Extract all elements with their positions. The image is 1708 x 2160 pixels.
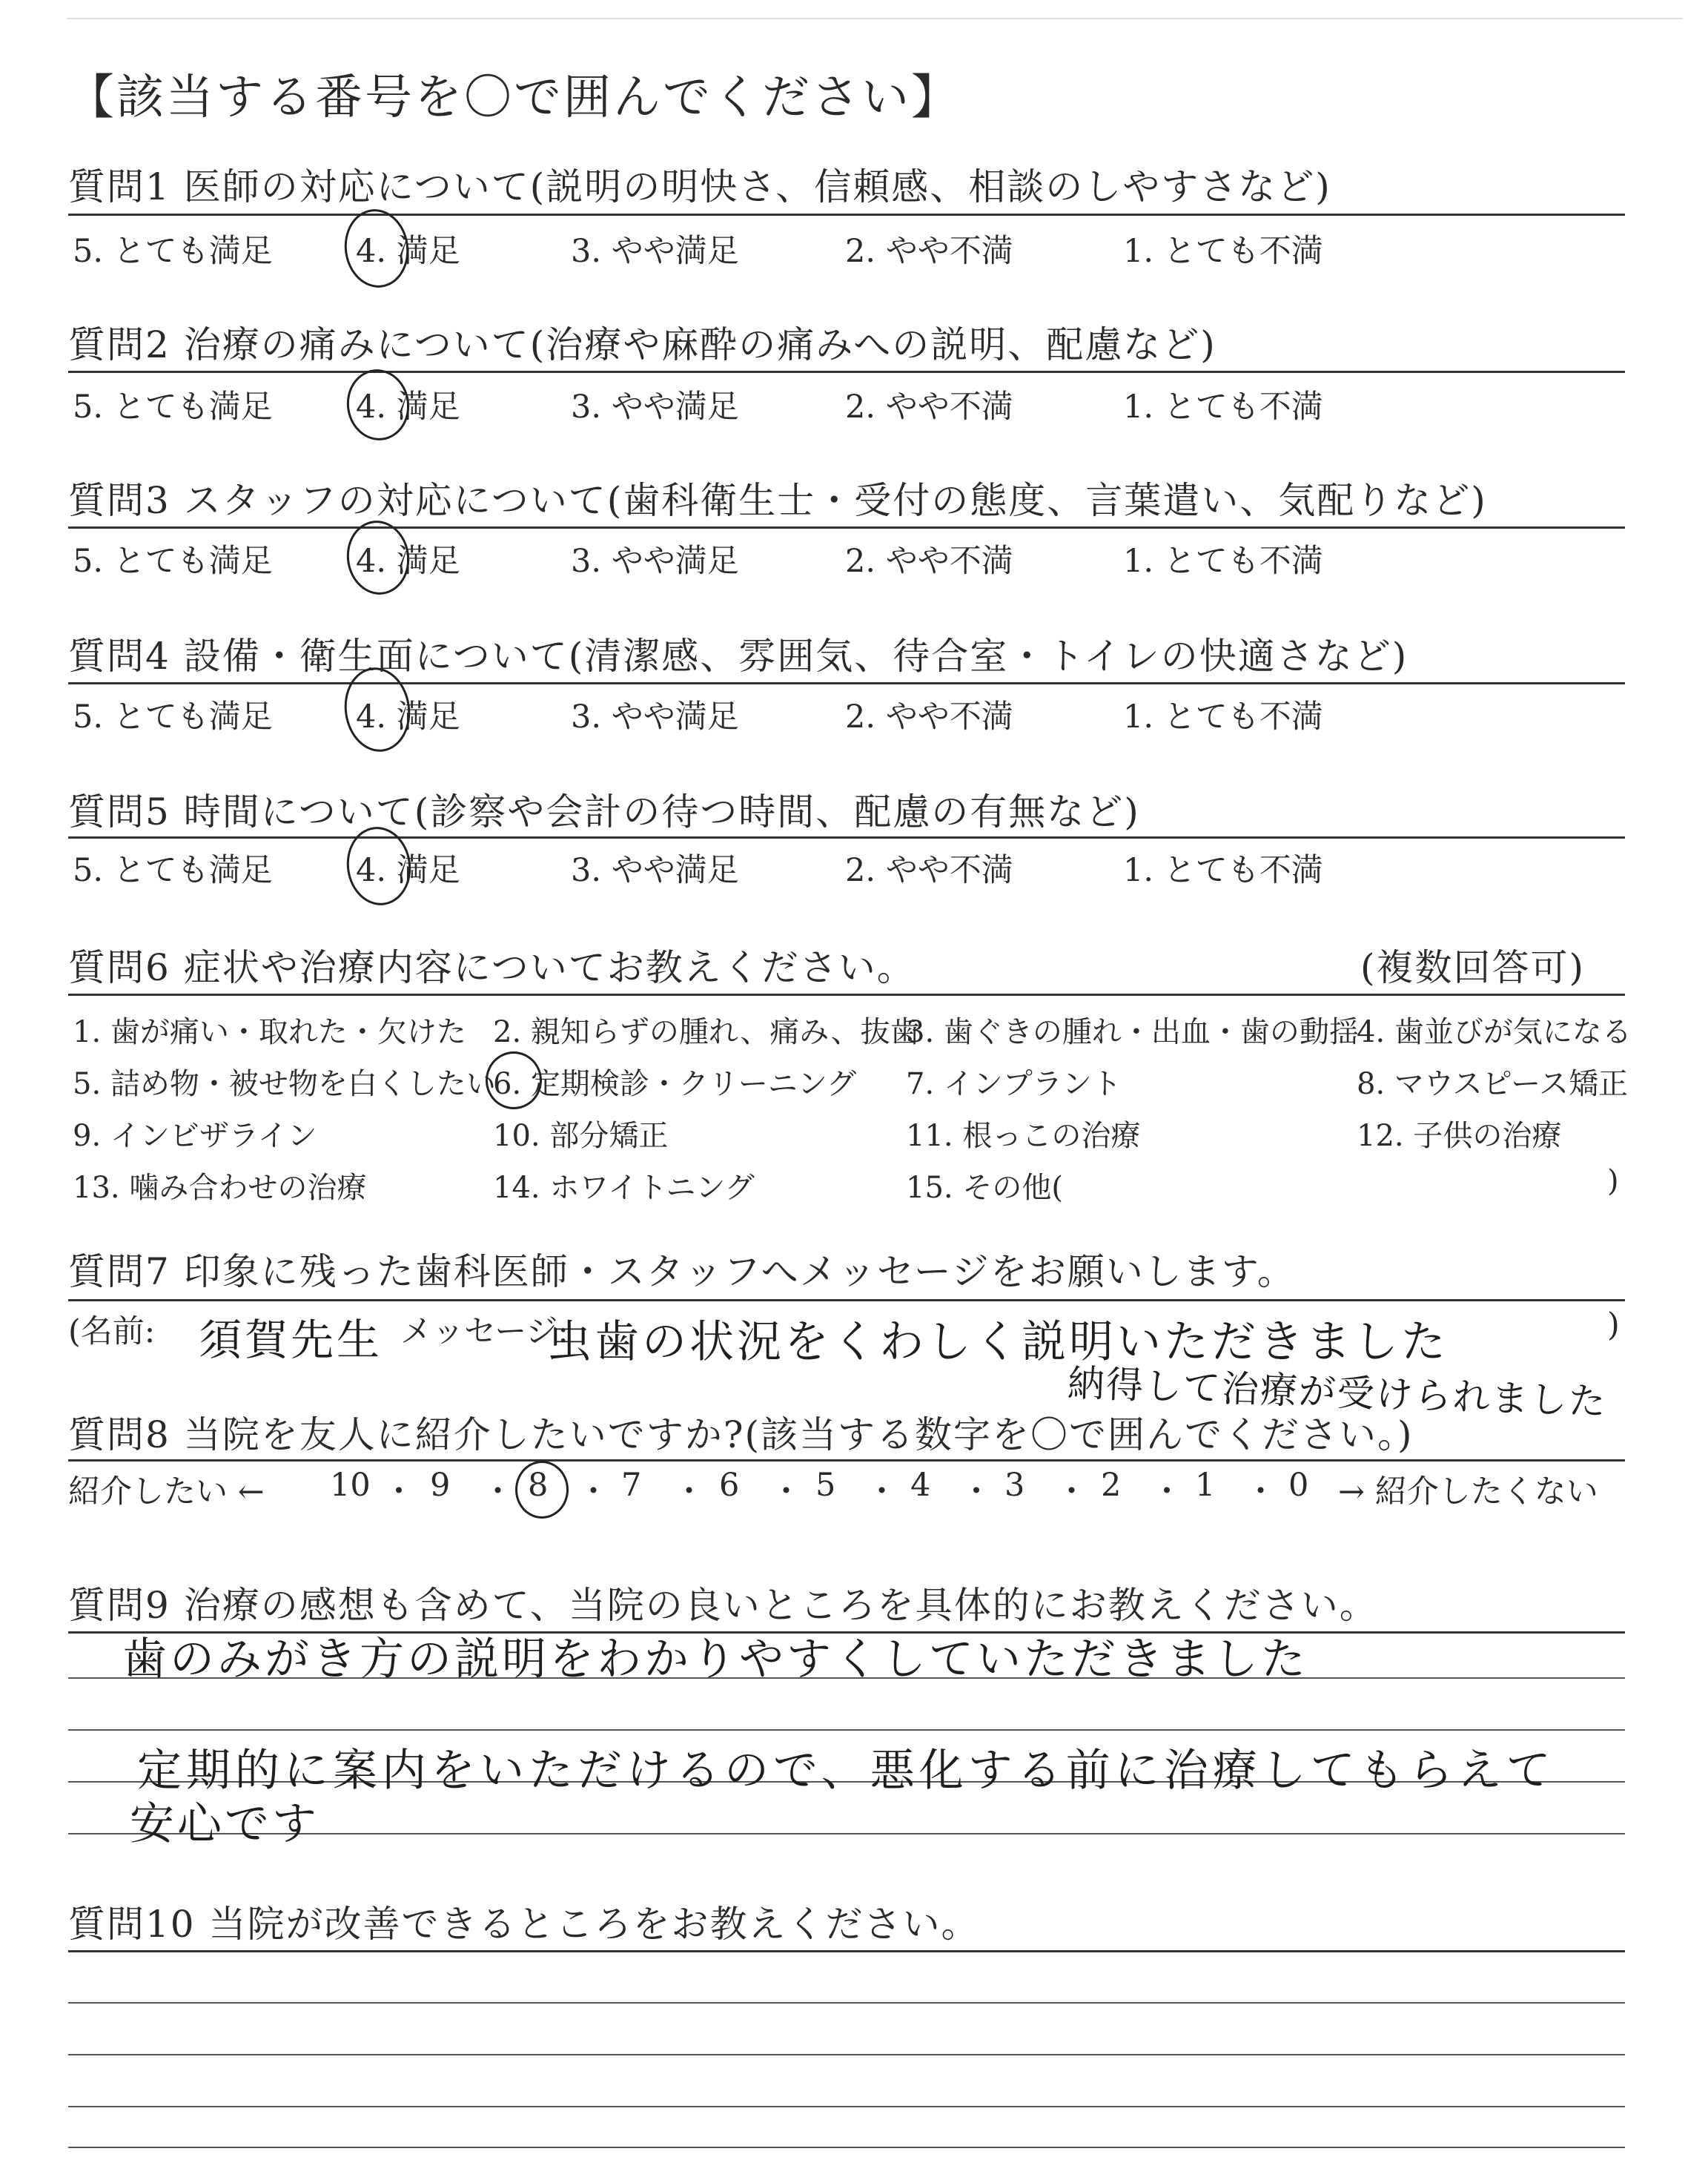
question-2-rule xyxy=(68,371,1625,373)
q8-scale-separator: ・ xyxy=(1151,1473,1183,1510)
question-10-label: 質問10 当院が改善できるところをお教えください。 xyxy=(68,1903,980,1946)
question-4-label: 質問4 設備・衛生面について(清潔感、雰囲気、待合室・トイレの快適さなど) xyxy=(68,635,1409,678)
q2-option-5[interactable]: 5. とても満足 xyxy=(73,389,273,426)
q6-item-3[interactable]: 3. 歯ぐきの腫れ・出血・歯の動揺 xyxy=(906,1015,1359,1049)
q3-option-5[interactable]: 5. とても満足 xyxy=(73,543,273,580)
q9-answer-handwritten-2[interactable]: 定期的に案内をいただけるので、悪化する前に治療してもらえて xyxy=(137,1745,1555,1797)
q9-answer-handwritten-1[interactable]: 歯のみがき方の説明をわかりやすくしていただきました xyxy=(122,1634,1308,1685)
q8-scale-3[interactable]: 3 xyxy=(1004,1467,1025,1504)
q5-option-5[interactable]: 5. とても満足 xyxy=(73,852,273,889)
q2-option-3[interactable]: 3. やや満足 xyxy=(571,389,739,426)
question-7-label: 質問7 印象に残った歯科医師・スタッフへメッセージをお願いします。 xyxy=(68,1250,1296,1293)
q7-message-line-2[interactable]: 納得して治療が受けられました xyxy=(1067,1361,1608,1424)
q6-item-11[interactable]: 11. 根っこの治療 xyxy=(906,1119,1141,1153)
question-5-rule xyxy=(68,836,1625,839)
q8-scale-8[interactable]: 8 xyxy=(528,1467,549,1504)
q5-option-4[interactable]: 4. 満足 xyxy=(356,852,460,889)
page-top-edge xyxy=(67,18,1683,19)
q9-answer-handwritten-3[interactable]: 安心です xyxy=(130,1798,320,1850)
q4-option-5[interactable]: 5. とても満足 xyxy=(73,698,273,736)
q6-item-15[interactable]: 15. その他( xyxy=(906,1171,1063,1205)
q5-option-2[interactable]: 2. やや不満 xyxy=(845,852,1013,889)
q3-option-2[interactable]: 2. やや不満 xyxy=(845,543,1013,580)
q6-item-7[interactable]: 7. インプラント xyxy=(906,1067,1122,1101)
q8-scale-separator: ・ xyxy=(673,1473,705,1510)
q6-item-14[interactable]: 14. ホワイトニング xyxy=(493,1171,755,1205)
q8-scale-1[interactable]: 1 xyxy=(1195,1467,1216,1504)
q9-answer-line-2 xyxy=(68,1729,1625,1731)
question-6-note: (複数回答可) xyxy=(1360,946,1586,989)
q1-option-2[interactable]: 2. やや不満 xyxy=(845,233,1013,270)
q8-scale-separator: ・ xyxy=(1245,1473,1277,1510)
q10-answer-line-1 xyxy=(68,2002,1625,2004)
question-5-label: 質問5 時間について(診察や会計の待つ時間、配慮の有無など) xyxy=(68,790,1140,833)
q8-scale-4[interactable]: 4 xyxy=(910,1467,931,1504)
q7-name-handwritten[interactable]: 須賀先生 xyxy=(199,1315,383,1365)
q7-name-label: (名前: xyxy=(68,1313,156,1350)
q1-option-3[interactable]: 3. やや満足 xyxy=(571,233,739,270)
q8-scale-separator: ・ xyxy=(960,1473,993,1510)
q3-option-4[interactable]: 4. 満足 xyxy=(356,543,460,580)
question-8-rule xyxy=(68,1459,1625,1462)
q5-option-1[interactable]: 1. とても不満 xyxy=(1123,852,1323,889)
q8-right-label: → 紹介したくない xyxy=(1338,1473,1598,1510)
question-8-label: 質問8 当院を友人に紹介したいですか?(該当する数字を〇で囲んでください。) xyxy=(68,1413,1414,1456)
question-3-label: 質問3 スタッフの対応について(歯科衛生士・受付の態度、言葉遣い、気配りなど) xyxy=(68,479,1487,522)
q4-option-4[interactable]: 4. 満足 xyxy=(356,698,460,736)
q5-option-3[interactable]: 3. やや満足 xyxy=(571,852,739,889)
form-title: 【該当する番号を〇で囲んでください】 xyxy=(67,70,961,125)
q6-item-12[interactable]: 12. 子供の治療 xyxy=(1357,1119,1562,1153)
q7-message-label: メッセージ: xyxy=(400,1313,569,1350)
question-7-rule xyxy=(68,1299,1625,1301)
question-1-label: 質問1 医師の対応について(説明の明快さ、信頼感、相談のしやすさなど) xyxy=(68,165,1331,208)
q3-selection-circle xyxy=(342,517,414,599)
q4-option-3[interactable]: 3. やや満足 xyxy=(571,698,739,736)
q1-option-4[interactable]: 4. 満足 xyxy=(356,233,460,270)
question-4-rule xyxy=(68,682,1625,684)
q1-selection-circle xyxy=(340,205,414,292)
q6-item-10[interactable]: 10. 部分矯正 xyxy=(493,1119,669,1153)
q7-close-paren: ) xyxy=(1607,1307,1620,1344)
q8-scale-separator: ・ xyxy=(482,1473,514,1510)
question-2-label: 質問2 治療の痛みについて(治療や麻酔の痛みへの説明、配慮など) xyxy=(68,323,1217,366)
q2-option-1[interactable]: 1. とても不満 xyxy=(1123,389,1323,426)
question-1-rule xyxy=(68,214,1625,216)
q4-option-2[interactable]: 2. やや不満 xyxy=(845,698,1013,736)
q8-selection-circle xyxy=(515,1461,569,1519)
q8-scale-separator: ・ xyxy=(577,1473,609,1510)
q6-selection-circle xyxy=(486,1051,542,1109)
q8-scale-separator: ・ xyxy=(770,1473,802,1510)
q8-scale-6[interactable]: 6 xyxy=(719,1467,740,1504)
question-3-rule xyxy=(68,526,1625,529)
q8-scale-5[interactable]: 5 xyxy=(815,1467,836,1504)
q8-scale-0[interactable]: 0 xyxy=(1288,1467,1309,1504)
q6-item-9[interactable]: 9. インビザライン xyxy=(73,1119,317,1153)
q6-item-5[interactable]: 5. 詰め物・被せ物を白くしたい xyxy=(73,1067,496,1101)
q6-item-4[interactable]: 4. 歯並びが気になる xyxy=(1357,1015,1632,1049)
q8-scale-separator: ・ xyxy=(1056,1473,1088,1510)
q6-item-6[interactable]: 6. 定期検診・クリーニング xyxy=(493,1067,857,1101)
q8-scale-separator: ・ xyxy=(383,1473,415,1510)
q6-item-13[interactable]: 13. 噛み合わせの治療 xyxy=(73,1171,367,1205)
q2-option-2[interactable]: 2. やや不満 xyxy=(845,389,1013,426)
q8-scale-9[interactable]: 9 xyxy=(430,1467,451,1504)
q7-message-line-1[interactable]: 虫歯の状況をくわしく説明いただきました xyxy=(547,1316,1449,1368)
q8-scale-2[interactable]: 2 xyxy=(1101,1467,1122,1504)
q6-item-8[interactable]: 8. マウスピース矯正 xyxy=(1357,1067,1629,1101)
q8-left-label: 紹介したい ← xyxy=(68,1473,265,1510)
q1-option-1[interactable]: 1. とても不満 xyxy=(1123,233,1323,270)
question-6-rule xyxy=(68,994,1625,996)
q2-selection-circle xyxy=(342,366,414,445)
question-9-label: 質問9 治療の感想も含めて、当院の良いところを具体的にお教えください。 xyxy=(68,1584,1378,1627)
q1-option-5[interactable]: 5. とても満足 xyxy=(73,233,273,270)
q8-scale-separator: ・ xyxy=(866,1473,898,1510)
q10-answer-line-4 xyxy=(68,2147,1625,2148)
q10-answer-line-3 xyxy=(68,2106,1625,2107)
question-6-label: 質問6 症状や治療内容についてお教えください。 xyxy=(68,946,916,989)
q8-scale-7[interactable]: 7 xyxy=(621,1467,642,1504)
q3-option-3[interactable]: 3. やや満足 xyxy=(571,543,739,580)
q3-option-1[interactable]: 1. とても不満 xyxy=(1123,543,1323,580)
q8-scale-10[interactable]: 10 xyxy=(330,1467,371,1504)
q6-item-1[interactable]: 1. 歯が痛い・取れた・欠けた xyxy=(73,1015,466,1049)
q6-item-2[interactable]: 2. 親知らずの腫れ、痛み、抜歯 xyxy=(493,1015,920,1049)
q2-option-4[interactable]: 4. 満足 xyxy=(356,389,460,426)
q4-option-1[interactable]: 1. とても不満 xyxy=(1123,698,1323,736)
q10-answer-line-2 xyxy=(68,2054,1625,2055)
question-10-rule xyxy=(68,1950,1625,1952)
q6-other-close-paren: ) xyxy=(1607,1164,1619,1198)
